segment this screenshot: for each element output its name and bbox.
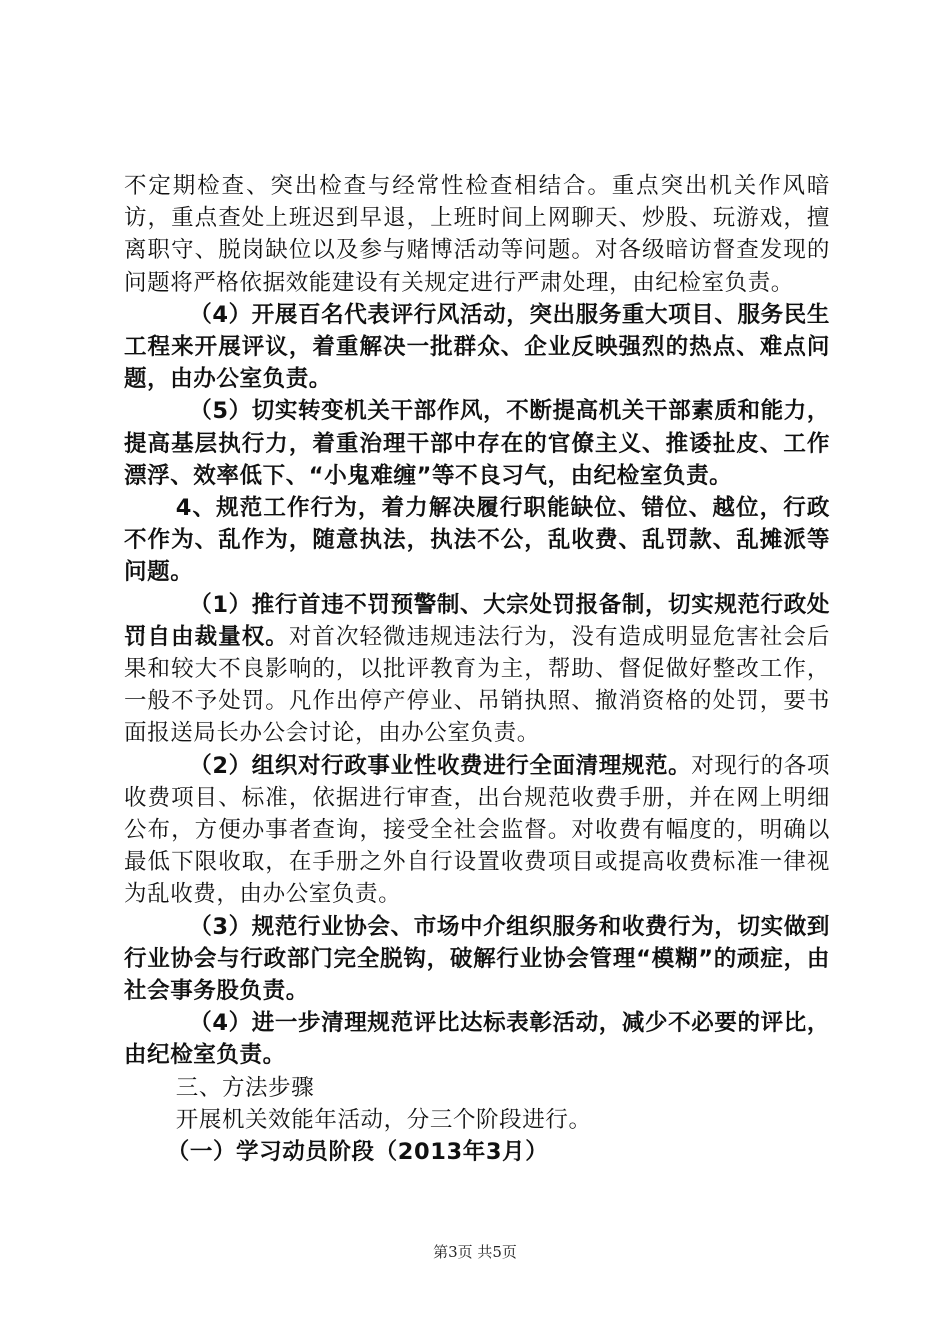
paragraph-item-4-review: （4）开展百名代表评行风活动，突出服务重大项目、服务民生工程来开展评议，着重解决一批群众、企业反映强烈的热点、难点问题，由办公室负责。 (124, 301, 830, 393)
paragraph-item-1-penalty (124, 589, 830, 750)
paragraph-item-4-awards: （4）进一步清理规范评比达标表彰活动，减少不必要的评比，由纪检室负责。 (124, 1010, 830, 1069)
paragraph-item-3-associations: （3）规范行业协会、市场中介组织服务和收费行为，切实做到行业协会与行政部门完全脱钩，破解行业协会管理“模糊”的顽症，由社会事务股负责。 (124, 913, 830, 1005)
paragraph-three-stages: 开展机关效能年活动，分三个阶段进行。 (175, 1106, 592, 1133)
document-body (124, 170, 830, 1168)
subheading-stage-1: （一）学习动员阶段（2013年3月） (166, 1139, 549, 1166)
section-heading-methods: 三、方法步骤 (175, 1074, 315, 1101)
paragraph-item-1-body: 对首次轻微违规违法行为，没有造成明显危害社会后果和较大不良影响的，以批评教育为主，帮助、督促做好整改工作，一般不予处罚。凡作出停产停业、吊销执照、撤消资格的处罚，要书面报送局长办公会讨论，由办公室负责。 (124, 623, 830, 747)
paragraph-inspection: 不定期检查、突出检查与经常性检查相结合。重点突出机关作风暗访，重点查处上班迟到早退，上班时间上网聊天、炒股、玩游戏，擅离职守、脱岗缺位以及参与赌博活动等问题。对各级暗访督查发现的问题将严格依据效能建设有关规定进行严肃处理，由纪检室负责。 (124, 173, 830, 296)
paragraph-item-2-fees (124, 750, 830, 911)
paragraph-item-1-lead: （1）推行首违不罚预警制、大宗处罚报备制，切实规范行政处罚自由裁量权。 (124, 591, 830, 650)
page-number-footer: 第3页 共5页 (433, 1243, 517, 1261)
paragraph-item-2-lead: （2）组织对行政事业性收费进行全面清理规范。 (189, 752, 692, 779)
paragraph-item-5-cadre-style: （5）切实转变机关干部作风，不断提高机关干部素质和能力，提高基层执行力，着重治理干部中存在的官僚主义、推诿扯皮、工作漂浮、效率低下、“小鬼难缠”等不良习气，由纪检室负责。 (124, 398, 830, 489)
paragraph-section-4-conduct: 4、规范工作行为，着力解决履行职能缺位、错位、越位，行政不作为、乱作为，随意执法，执法不公，乱收费、乱罚款、乱摊派等问题。 (124, 495, 830, 586)
paragraph-item-2-body: 对现行的各项收费项目、标准，依据进行审查，出台规范收费手册，并在网上明细公布，方便办事者查询，接受全社会监督。对收费有幅度的，明确以最低下限收取，在手册之外自行设置收费项目或提高收费标准一律视为乱收费，由办公室负责。 (124, 752, 830, 908)
